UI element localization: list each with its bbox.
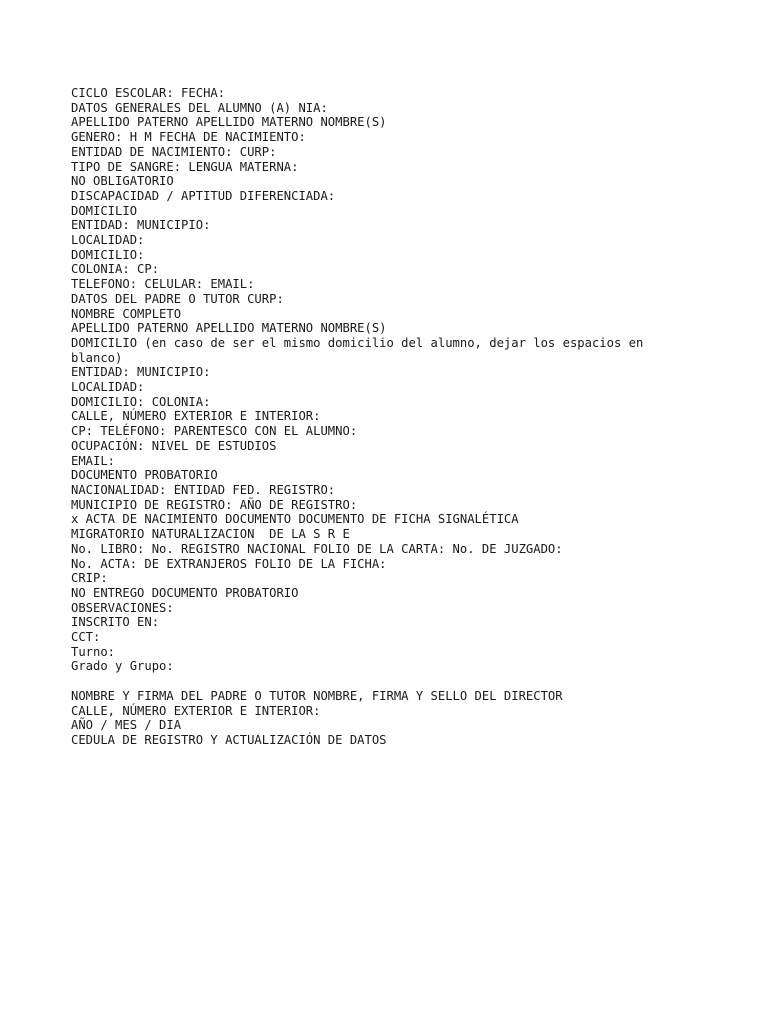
text-line: LOCALIDAD: [71,380,145,395]
text-line: DISCAPACIDAD / APTITUD DIFERENCIADA: [71,188,336,203]
text-line: NOMBRE COMPLETO [71,306,182,321]
text-line: MIGRATORIO NATURALIZACION DE LA S R E [71,527,350,542]
text-line: x ACTA DE NACIMIENTO DOCUMENTO DOCUMENTO DE FICHA SIGNALÉTICA [71,512,519,527]
text-line: DATOS GENERALES DEL ALUMNO (A) NIA: [71,100,328,115]
text-line: NACIONALIDAD: ENTIDAD FED. REGISTRO: [71,482,336,497]
text-line: Turno: [71,644,116,659]
text-line: CALLE, NÚMERO EXTERIOR E INTERIOR: [71,409,321,424]
text-line: CCT: [71,630,101,645]
text-line: No. LIBRO: No. REGISTRO NACIONAL FOLIO DE LA CARTA: No. DE JUZGADO: [71,541,563,556]
text-line: LOCALIDAD: [71,233,145,248]
text-line: ENTIDAD DE NACIMIENTO: CURP: [71,144,277,159]
text-line: NO ENTREGO DOCUMENTO PROBATORIO [71,585,299,600]
text-line: ENTIDAD: MUNICIPIO: [71,365,211,380]
form-body [71,86,671,674]
text-line: DOMICILIO: COLONIA: [71,394,211,409]
text-line: INSCRITO EN: [71,615,160,630]
text-line: EMAIL: [71,453,116,468]
blank-line [71,674,671,689]
text-line: DATOS DEL PADRE O TUTOR CURP: [71,291,284,306]
text-line: DOCUMENTO PROBATORIO [71,468,218,483]
text-line: OCUPACIÓN: NIVEL DE ESTUDIOS [71,438,277,453]
footer-line: CEDULA DE REGISTRO Y ACTUALIZACIÓN DE DATOS [71,732,387,747]
text-line: APELLIDO PATERNO APELLIDO MATERNO NOMBRE(S) [71,115,387,130]
document-page [71,86,671,748]
footer-line: AÑO / MES / DIA [71,718,182,733]
footer-line: CALLE, NÚMERO EXTERIOR E INTERIOR: [71,703,321,718]
text-line: OBSERVACIONES: [71,600,174,615]
text-line: Grado y Grupo: [71,659,174,674]
text-line: TELEFONO: CELULAR: EMAIL: [71,277,255,292]
text-line: NO OBLIGATORIO [71,174,174,189]
text-line: DOMICILIO: [71,247,145,262]
text-line: COLONIA: CP: [71,262,160,277]
footer-line: NOMBRE Y FIRMA DEL PADRE O TUTOR NOMBRE, FIRMA Y SELLO DEL DIRECTOR [71,688,563,703]
text-line: CRIP: [71,571,108,586]
text-line: ENTIDAD: MUNICIPIO: [71,218,211,233]
text-line: APELLIDO PATERNO APELLIDO MATERNO NOMBRE(S) [71,321,387,336]
text-line: CICLO ESCOLAR: FECHA: [71,86,226,100]
text-line: TIPO DE SANGRE: LENGUA MATERNA: [71,159,299,174]
text-line: CP: TELÉFONO: PARENTESCO CON EL ALUMNO: [71,424,358,439]
form-footer [71,689,671,748]
text-line: DOMICILIO (en caso de ser el mismo domicilio del alumno, dejar los espacios en blanco) [71,335,651,365]
text-line: No. ACTA: DE EXTRANJEROS FOLIO DE LA FICHA: [71,556,387,571]
text-line: GENERO: H M FECHA DE NACIMIENTO: [71,130,306,145]
text-line: DOMICILIO [71,203,138,218]
text-line: MUNICIPIO DE REGISTRO: AÑO DE REGISTRO: [71,497,358,512]
